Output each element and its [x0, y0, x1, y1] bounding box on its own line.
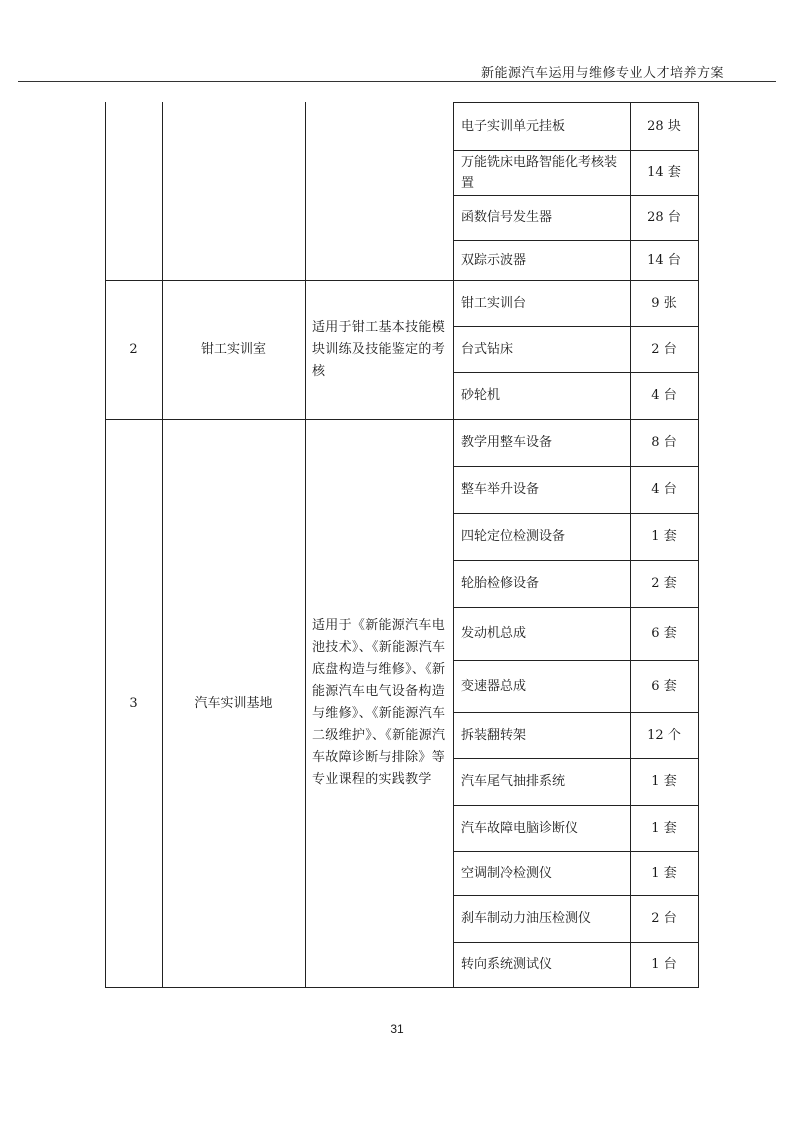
- equipment-name: 发动机总成: [461, 626, 527, 641]
- equipment-quantity: 1 台: [651, 957, 677, 972]
- equipment-name: 四轮定位检测设备: [461, 529, 566, 544]
- equipment-quantity: 14 台: [647, 252, 681, 268]
- equipment-name: 台式钻床: [461, 341, 514, 357]
- equipment-quantity: 28 块: [647, 118, 681, 134]
- equipment-name: 电子实训单元挂板: [461, 118, 566, 134]
- equipment-quantity: 6 套: [651, 678, 677, 694]
- equipment-name: 汽车尾气抽排系统: [461, 774, 566, 789]
- equipment-quantity: 8 台: [651, 435, 677, 450]
- equipment-name: 轮胎检修设备: [461, 576, 540, 591]
- equipment-quantity: 12 个: [647, 727, 681, 743]
- equipment-name: 教学用整车设备: [461, 435, 553, 450]
- lab-description: 适用于钳工基本技能模块训练及技能鉴定的考核: [312, 319, 446, 379]
- equipment-name: 拆装翻转架: [461, 727, 527, 743]
- equipment-name: 整车举升设备: [461, 482, 540, 497]
- table-border-bottom: [105, 987, 699, 988]
- equipment-name: 刹车制动力油压检测仪: [461, 911, 592, 926]
- equipment-name: 钳工实训台: [461, 295, 527, 311]
- document-header-title: 新能源汽车运用与维修专业人才培养方案: [480, 66, 724, 81]
- equipment-name: 函数信号发生器: [461, 210, 553, 225]
- lab-name: 钳工实训室: [200, 342, 266, 357]
- equipment-quantity: 6 套: [651, 626, 677, 641]
- table-border-right: [698, 102, 699, 988]
- page-number: 31: [390, 1022, 404, 1036]
- equipment-quantity: 1 套: [651, 820, 677, 836]
- equipment-quantity: 1 套: [651, 529, 677, 544]
- equipment-name: 空调制冷检测仪: [461, 865, 553, 881]
- equipment-quantity: 2 台: [651, 341, 677, 357]
- equipment-name: 万能铣床电路智能化考核装置: [461, 154, 618, 191]
- lab-name: 汽车实训基地: [194, 695, 273, 711]
- equipment-name: 转向系统测试仪: [461, 957, 553, 972]
- lab-number: 2: [129, 342, 138, 357]
- equipment-quantity: 1 套: [651, 865, 677, 881]
- equipment-quantity: 2 套: [651, 576, 677, 591]
- equipment-quantity: 1 套: [651, 774, 677, 789]
- equipment-quantity: 4 台: [651, 482, 677, 497]
- lab-description: 适用于《新能源汽车电池技术》、《新能源汽车底盘构造与维修》、《新能源汽车电气设备构造与维修》、《新能源汽车二级维护》、《新能源汽车故障诊断与排除》等专业课程的实践教学: [312, 618, 446, 787]
- equipment-quantity: 28 台: [647, 210, 681, 225]
- equipment-quantity: 4 台: [651, 388, 677, 403]
- equipment-name: 变速器总成: [461, 678, 527, 694]
- equipment-name: 双踪示波器: [461, 252, 527, 268]
- equipment-name: 砂轮机: [461, 388, 501, 403]
- equipment-quantity: 14 套: [647, 165, 681, 180]
- lab-number: 3: [129, 695, 138, 711]
- equipment-name: 汽车故障电脑诊断仪: [461, 820, 579, 836]
- equipment-quantity: 2 台: [651, 911, 677, 926]
- equipment-quantity: 9 张: [651, 295, 677, 311]
